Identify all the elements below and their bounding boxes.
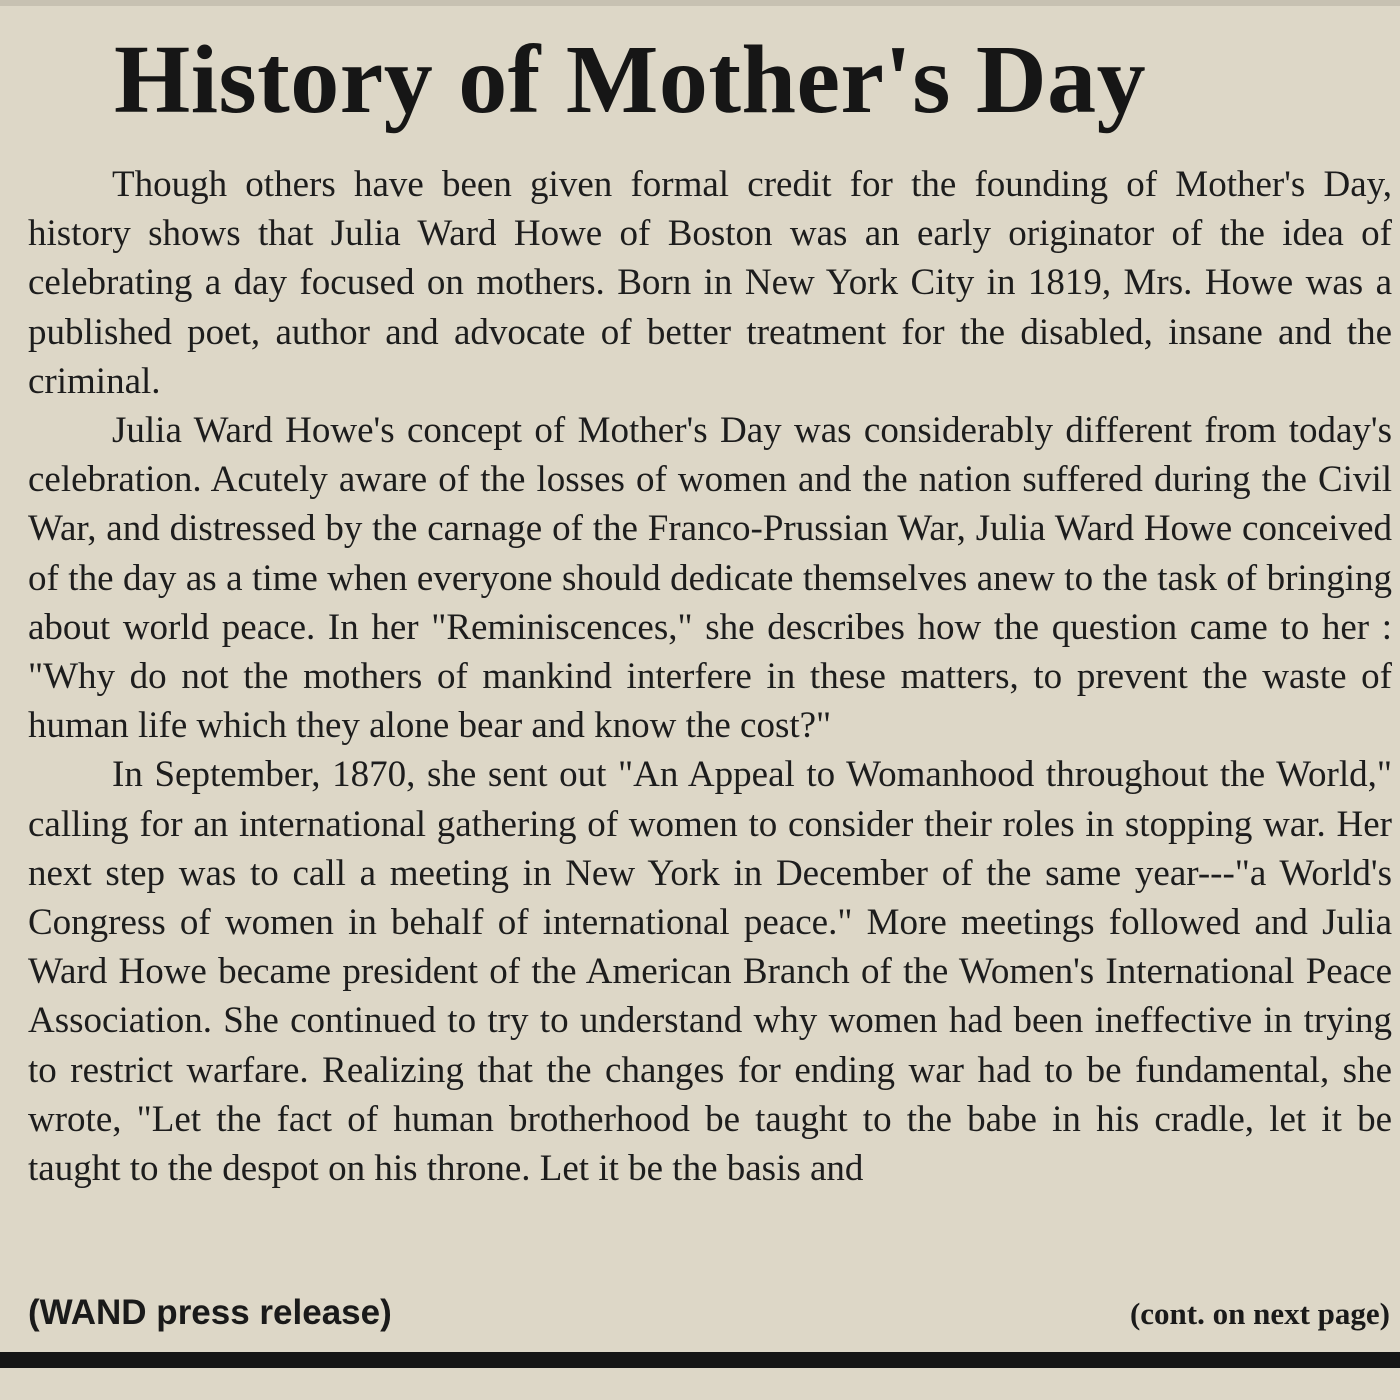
article-footer — [28, 1288, 1392, 1338]
article-body — [28, 160, 1392, 1193]
article-paragraph-3: In September, 1870, she sent out "An Appeal to Womanhood throughout the World," calling for an international gathering of women to consider their roles in stopping war. Her next step was to call a meeting in New York in December of the same year---"a World's Congress of women in behalf of international peace." More meetings followed and Julia Ward Howe became president of the American Branch of the Women's International Peace Association. She continued to try to understand why women had been ineffective in trying to restrict warfare. Realizing that the changes for ending war had to be fundamental, she wrote, "Let the fact of human brotherhood be taught to the babe in his cradle, let it be taught to the despot on his throne. Let it be the basis and — [28, 754, 1392, 1190]
article-headline: History of Mother's Day — [114, 26, 1147, 134]
top-divider — [0, 0, 1400, 6]
article-paragraph-1: Though others have been given formal credit for the founding of Mother's Day, history shows that Julia Ward Howe of Boston was an early originator of the idea of celebrating a day focused on mothers. Born in New York City in 1819, Mrs. Howe was a published poet, author and advocate of better treatment for the disabled, insane and the criminal. — [28, 164, 1392, 402]
bottom-divider — [0, 1352, 1400, 1368]
continued-note: (cont. on next page) — [1129, 1296, 1390, 1331]
article-paragraph-2: Julia Ward Howe's concept of Mother's Day was considerably different from today's celebration. Acutely aware of the losses of women and the nation suffered during the Civil War, and distressed by the carnage of the Franco-Prussian War, Julia Ward Howe conceived of the day as a time when everyone should dedicate themselves anew to the task of bringing about world peace. In her "Reminiscences," she describes how the question came to her : "Why do not the mothers of mankind interfere in these matters, to prevent the waste of human life which they alone bear and know the cost?" — [28, 410, 1392, 747]
source-credit: (WAND press release) — [28, 1293, 392, 1332]
